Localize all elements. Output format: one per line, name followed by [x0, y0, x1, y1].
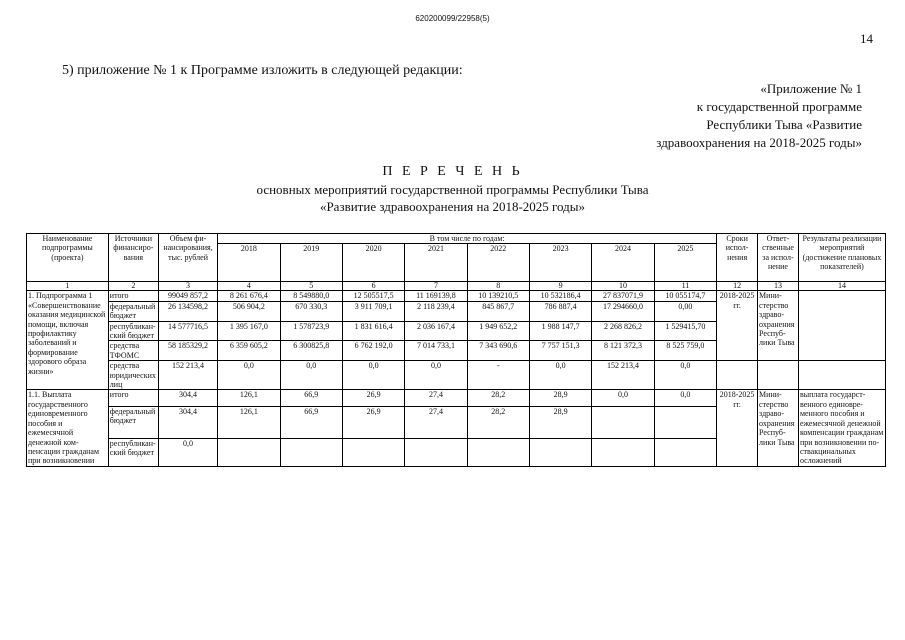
year-value [218, 438, 280, 466]
year-value: 8 525 759,0 [654, 341, 716, 361]
volume-cell: 99049 857,2 [158, 291, 217, 301]
source-cell: итого [108, 390, 158, 407]
column-number: 14 [798, 282, 885, 291]
source-cell: итого [108, 291, 158, 301]
header-volume: Объем финансирования, тыс. рублей [158, 234, 217, 282]
document-subtitle-program: «Развитие здравоохранения на 2018-2025 годы» [319, 199, 586, 214]
year-value: 28,9 [529, 407, 591, 439]
year-value: 26,9 [342, 407, 404, 439]
header-name: Наименование подпрограммы (проекта) [27, 234, 109, 282]
subprogram-name: 1. Подпрограмма 1 «Совершенствование оказания медицинской помощи, включая профилактику заболеваний и формирование здорового образа жизни» [27, 291, 109, 390]
year-value: 0,0 [342, 361, 404, 390]
year-value: 11 169139,8 [405, 291, 467, 301]
year-value: 6 300825,8 [280, 341, 342, 361]
header-year: 2024 [592, 244, 654, 282]
column-number: 5 [280, 282, 342, 291]
year-value: 17 294660,0 [592, 301, 654, 321]
column-number: 10 [592, 282, 654, 291]
column-number: 1 [27, 282, 109, 291]
result-cell: выплата государственного единовременного пособия и ежемесячной денежной компенсации гражданам при возникновении поствакцинальных осложнений [798, 390, 885, 466]
header-year: 2020 [342, 244, 404, 282]
source-cell: республиканский бюджет [108, 321, 158, 341]
year-value: 28,2 [467, 407, 529, 439]
source-cell: республиканский бюджет [108, 438, 158, 466]
column-number: 11 [654, 282, 716, 291]
year-value: 12 505517,5 [342, 291, 404, 301]
source-cell: средства юридических лиц [108, 361, 158, 390]
header-year: 2019 [280, 244, 342, 282]
year-value: 1 988 147,7 [529, 321, 591, 341]
year-value [592, 438, 654, 466]
header-year: 2018 [218, 244, 280, 282]
year-value [654, 407, 716, 439]
measures-table [26, 233, 886, 467]
year-value: 27 837071,9 [592, 291, 654, 301]
year-value: 1 529415,70 [654, 321, 716, 341]
year-value: 0,0 [280, 361, 342, 390]
empty-cell [758, 361, 799, 390]
column-number: 13 [758, 282, 799, 291]
page-number: 14 [860, 31, 873, 46]
year-value: 26,9 [342, 390, 404, 407]
table-row [27, 390, 886, 407]
year-value: 1 578723,9 [280, 321, 342, 341]
year-value: 1 949 652,2 [467, 321, 529, 341]
year-value: 786 887,4 [529, 301, 591, 321]
year-value: 8 261 676,4 [218, 291, 280, 301]
appendix-line: к государственной программе [696, 99, 862, 114]
table-row [27, 361, 886, 390]
document-subtitle: основных мероприятий государственной программы Республики Тыва [256, 182, 649, 197]
year-value: 66,9 [280, 390, 342, 407]
column-number: 4 [218, 282, 280, 291]
year-value: 126,1 [218, 407, 280, 439]
appendix-line: Республики Тыва «Развитие [706, 117, 862, 132]
header-terms: Сроки исполнения [717, 234, 758, 282]
source-cell: средства ТФОМС [108, 341, 158, 361]
year-value: 506 904,2 [218, 301, 280, 321]
year-value: 8 549880,0 [280, 291, 342, 301]
header-results: Результаты реализации мероприятий (достижение плановых показателей) [798, 234, 885, 282]
year-value: 27,4 [405, 407, 467, 439]
appendix-caption [562, 80, 862, 152]
source-cell: федеральный бюджет [108, 301, 158, 321]
appendix-line: «Приложение № 1 [760, 81, 862, 96]
term-cell: 2018-2025 гг. [717, 291, 758, 361]
table-row [27, 291, 886, 301]
column-number-row [27, 282, 886, 291]
year-value: 0,0 [405, 361, 467, 390]
year-value [529, 438, 591, 466]
document-title: П Е Р Е Ч Е Н Ь [382, 164, 523, 179]
responsible-cell: Министерство здравоохранения Республики Тыва [758, 390, 799, 466]
year-value: 10 139210,5 [467, 291, 529, 301]
volume-cell: 58 185329,2 [158, 341, 217, 361]
year-value: 10 532186,4 [529, 291, 591, 301]
column-number: 7 [405, 282, 467, 291]
header-year: 2022 [467, 244, 529, 282]
column-number: 3 [158, 282, 217, 291]
year-value: 6 762 192,0 [342, 341, 404, 361]
year-value: 1 831 616,4 [342, 321, 404, 341]
year-value: 2 036 167,4 [405, 321, 467, 341]
year-value [405, 438, 467, 466]
year-value: 7 014 733,1 [405, 341, 467, 361]
year-value: 28,9 [529, 390, 591, 407]
column-number: 6 [342, 282, 404, 291]
term-cell: 2018-2025 гг. [717, 390, 758, 466]
year-value: 7 757 151,3 [529, 341, 591, 361]
year-value: 0,0 [654, 361, 716, 390]
appendix-line: здравоохранения на 2018-2025 годы» [656, 135, 862, 150]
header-source: Источники финансирования [108, 234, 158, 282]
year-value: 2 268 826,2 [592, 321, 654, 341]
year-value [592, 407, 654, 439]
volume-cell: 304,4 [158, 390, 217, 407]
header-year: 2025 [654, 244, 716, 282]
year-value: 27,4 [405, 390, 467, 407]
measure-name: 1.1. Выплата государственного единовременного пособия и ежемесячной денежной компенсации гражданам при возникновении [27, 390, 109, 466]
header-responsible: Ответственные за исполнение [758, 234, 799, 282]
result-cell [798, 291, 885, 361]
year-value: 0,0 [592, 390, 654, 407]
column-number: 12 [717, 282, 758, 291]
volume-cell: 26 134598,2 [158, 301, 217, 321]
year-value: 28,2 [467, 390, 529, 407]
year-value: 66,9 [280, 407, 342, 439]
year-value: 126,1 [218, 390, 280, 407]
year-value: 0,00 [654, 301, 716, 321]
year-value: 670 330,3 [280, 301, 342, 321]
header-years-group: В том числе по годам: [218, 234, 717, 244]
column-number: 8 [467, 282, 529, 291]
year-value: - [467, 361, 529, 390]
intro-text: 5) приложение № 1 к Программе изложить в следующей редакции: [62, 63, 463, 78]
year-value [342, 438, 404, 466]
volume-cell: 14 577716,5 [158, 321, 217, 341]
column-number: 2 [108, 282, 158, 291]
header-year: 2023 [529, 244, 591, 282]
year-value: 3 911 709,1 [342, 301, 404, 321]
volume-cell: 304,4 [158, 407, 217, 439]
year-value: 6 359 605,2 [218, 341, 280, 361]
year-value: 8 121 372,3 [592, 341, 654, 361]
year-value: 0,0 [529, 361, 591, 390]
year-value: 7 343 690,6 [467, 341, 529, 361]
source-cell: федеральный бюджет [108, 407, 158, 439]
header-year: 2021 [405, 244, 467, 282]
year-value: 0,0 [654, 390, 716, 407]
year-value: 1 395 167,0 [218, 321, 280, 341]
empty-cell [798, 361, 885, 390]
year-value [280, 438, 342, 466]
year-value: 845 867,7 [467, 301, 529, 321]
year-value [467, 438, 529, 466]
year-value: 2 118 239,4 [405, 301, 467, 321]
column-number: 9 [529, 282, 591, 291]
document-id: 620200099/22958(5) [415, 14, 490, 23]
year-value: 152 213,4 [592, 361, 654, 390]
year-value: 10 055174,7 [654, 291, 716, 301]
responsible-cell: Министерство здравоохранения Республики Тыва [758, 291, 799, 361]
volume-cell: 152 213,4 [158, 361, 217, 390]
year-value [654, 438, 716, 466]
header-row [27, 234, 886, 244]
empty-cell [717, 361, 758, 390]
volume-cell: 0,0 [158, 438, 217, 466]
year-value: 0,0 [218, 361, 280, 390]
